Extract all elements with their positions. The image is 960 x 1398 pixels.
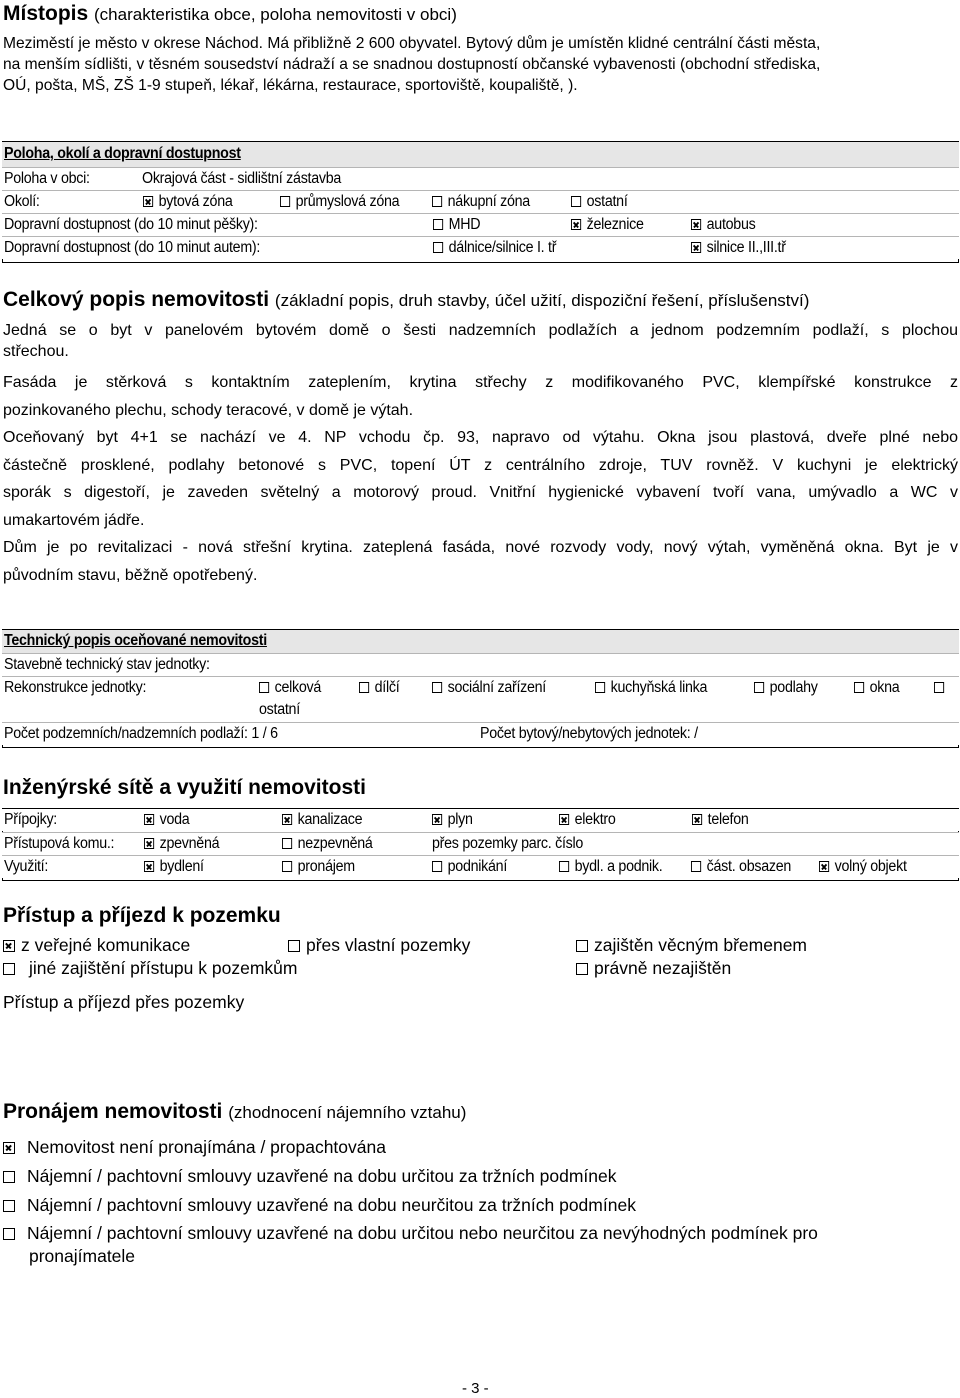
vyuziti-option[interactable]: volný objekt <box>819 858 907 876</box>
autem-row <box>2 237 959 259</box>
celkovy-p3: Oceňovaný byt 4+1 se nachází ve 4. NP vchodu čp. 93, napravo od výtahu. Okna jsou plastová, dveře plné nebo částečně prosklené, podlahy betonové s PVC, topení ÚT z centrálního zdroje, TUV rovněž. V kuchyni je elektrický sporák s digestoří, je zaveden světelný a motorový proud. Vnitřní hygienické vybavení tvoří vana, umývadlo a WC v umakartovém jádře. <box>3 429 958 529</box>
pesky-option[interactable]: železnice <box>571 216 644 234</box>
pristup-option[interactable]: přes vlastní pozemky <box>288 935 470 956</box>
unchecked-box-icon <box>934 682 944 693</box>
rekonstrukce-option-ostatni[interactable] <box>934 679 950 697</box>
checked-box-icon <box>819 861 829 872</box>
pripojky-option[interactable]: kanalizace <box>282 811 362 829</box>
celkovy-subtitle: (základní popis, druh stavby, účel užití, dispoziční řešení, příslušenství) <box>274 291 810 310</box>
poloha-header-row <box>2 142 959 167</box>
unchecked-box-icon <box>691 861 701 872</box>
pripojky-label: Přípojky: <box>4 811 58 828</box>
okoli-option[interactable]: nákupní zóna <box>432 193 530 211</box>
pripojky-option[interactable]: voda <box>144 811 189 829</box>
unchecked-box-icon <box>280 196 290 207</box>
checked-box-icon <box>692 814 702 825</box>
pripojky-option[interactable]: plyn <box>432 811 473 829</box>
unchecked-box-icon <box>854 682 864 693</box>
text-line: OÚ, pošta, MŠ, ZŠ 1-9 stupeň, lékař, lékárna, restaurace, sportoviště, koupaliště, ). <box>3 77 578 94</box>
pristupova-label: Přístupová komu.: <box>4 835 115 852</box>
pristup-text: Přístup a příjezd přes pozemky <box>3 992 245 1012</box>
pristup-option[interactable]: z veřejné komunikace <box>3 935 190 956</box>
pesky-option[interactable]: autobus <box>691 216 755 234</box>
vyuziti-row <box>2 856 959 878</box>
checked-box-icon <box>143 196 153 207</box>
technicky-header-row <box>2 630 959 653</box>
rekonstrukce-option[interactable]: dílčí <box>359 679 399 697</box>
mistopis-subtitle: (charakteristika obce, poloha nemovitosti v obci) <box>94 5 457 24</box>
jednotky-label: Počet bytový/nebytových jednotek: / <box>480 725 698 742</box>
checked-box-icon <box>3 940 15 952</box>
celkovy-p4: Dům je po revitalizaci - nová střešní krytina. zateplená fasáda, nové rozvody vody, nový výtah, vyměněná okna. Byt je v původním stavu, běžně opotřebený. <box>3 539 958 584</box>
pristup-option[interactable]: zajištěn věcným břemenem <box>576 935 807 956</box>
unchecked-box-icon <box>595 682 605 693</box>
unchecked-box-icon <box>282 861 292 872</box>
stav-row <box>2 654 959 676</box>
rekonstrukce-label: Rekonstrukce jednotky: <box>4 679 147 696</box>
pesky-label: Dopravní dostupnost (do 10 minut pěšky): <box>4 216 258 233</box>
pristupova-option[interactable]: nezpevněná <box>282 835 373 853</box>
mistopis-text <box>3 33 958 96</box>
pristupova-text: přes pozemky parc. číslo <box>432 835 584 852</box>
unchecked-box-icon <box>433 219 443 230</box>
stav-label: Stavebně technický stav jednotky: <box>4 656 210 673</box>
vyuziti-option[interactable]: pronájem <box>282 858 355 876</box>
poloha-value: Okrajová část - sidlištní zástavba <box>142 170 342 187</box>
podlazi-row <box>2 723 959 745</box>
pristup-title: Přístup a příjezd k pozemku <box>3 904 281 927</box>
unchecked-box-icon <box>3 963 15 975</box>
unchecked-box-icon <box>432 196 442 207</box>
celkovy-heading <box>3 288 809 312</box>
vyuziti-option[interactable]: část. obsazen <box>691 858 791 876</box>
vyuziti-option[interactable]: bydlení <box>144 858 204 876</box>
checked-box-icon <box>571 219 581 230</box>
unchecked-box-icon <box>576 940 588 952</box>
pristup-option[interactable]: jiné zajištění přístupu k pozemkům <box>3 958 297 979</box>
technicky-header: Technický popis oceňované nemovitosti <box>4 632 267 649</box>
poloha-header: Poloha, okolí a dopravní dostupnost <box>4 145 241 162</box>
unchecked-box-icon <box>433 242 443 253</box>
pronajem-option[interactable]: Nájemní / pachtovní smlouvy uzavřené na dobu určitou za tržních podmínek <box>3 1166 616 1187</box>
unchecked-box-icon <box>559 861 569 872</box>
celkovy-title: Celkový popis nemovitosti <box>3 288 270 311</box>
poloha-row <box>2 168 959 190</box>
podlazi-label: Počet podzemních/nadzemních podlaží: 1 / 6 <box>4 725 278 742</box>
page-number: - 3 - <box>462 1380 489 1397</box>
vyuziti-label: Využití: <box>4 858 49 875</box>
rekonstrukce-option[interactable]: sociální zařízení <box>432 679 546 697</box>
checked-box-icon <box>691 219 701 230</box>
vyuziti-option[interactable]: podnikání <box>432 858 507 876</box>
okoli-option[interactable]: ostatní <box>571 193 628 211</box>
pripojky-row <box>2 809 959 831</box>
unchecked-box-icon <box>3 1171 15 1183</box>
rekonstrukce-row <box>2 677 959 722</box>
checked-box-icon <box>691 242 701 253</box>
pripojky-option[interactable]: telefon <box>692 811 749 829</box>
pronajem-option-continuation: pronajímatele <box>29 1246 136 1266</box>
checked-box-icon <box>144 814 154 825</box>
pesky-row <box>2 214 959 236</box>
okoli-option[interactable]: bytová zóna <box>143 193 233 211</box>
pronajem-option[interactable]: Nájemní / pachtovní smlouvy uzavřené na dobu určitou nebo neurčitou za nevýhodných podmínek pro <box>3 1223 818 1244</box>
checked-box-icon <box>559 814 569 825</box>
okoli-label: Okolí: <box>4 193 40 210</box>
pronajem-title: Pronájem nemovitosti <box>3 1100 223 1123</box>
rekonstrukce-ostatni-label: ostatní <box>259 701 300 718</box>
unchecked-box-icon <box>288 940 300 952</box>
rekonstrukce-option[interactable]: kuchyňská linka <box>595 679 707 697</box>
rekonstrukce-option[interactable]: okna <box>854 679 899 697</box>
unchecked-box-icon <box>359 682 369 693</box>
unchecked-box-icon <box>571 196 581 207</box>
text-line: Meziměstí je město v okrese Náchod. Má přibližně 2 600 obyvatel. Bytový dům je umístěn klidné centrální části města, <box>3 35 821 52</box>
okoli-option[interactable]: průmyslová zóna <box>280 193 399 211</box>
mistopis-heading <box>3 2 457 26</box>
checked-box-icon <box>432 814 442 825</box>
checked-box-icon <box>144 861 154 872</box>
pronajem-subtitle: (zhodnocení nájemního vztahu) <box>228 1103 467 1122</box>
unchecked-box-icon <box>3 1228 15 1240</box>
vyuziti-option[interactable]: bydl. a podnik. <box>559 858 662 876</box>
mistopis-title: Místopis <box>3 2 89 25</box>
pristupova-option[interactable]: zpevněná <box>144 835 219 853</box>
unchecked-box-icon <box>754 682 764 693</box>
celkovy-p2: Fasáda je stěrková s kontaktním zateplením, krytina střechy z modifikovaného PVC, klempířské konstrukce z pozinkovaného plechu, schody teracové, v domě je výtah. <box>3 374 958 419</box>
autem-option[interactable]: silnice II.,III.tř <box>691 239 786 257</box>
checked-box-icon <box>3 1142 15 1154</box>
pesky-option[interactable]: MHD <box>433 216 480 234</box>
site-title: Inženýrské sítě a využití nemovitosti <box>3 776 366 799</box>
poloha-label: Poloha v obci: <box>4 170 90 187</box>
unchecked-box-icon <box>432 682 442 693</box>
checked-box-icon <box>144 838 154 849</box>
unchecked-box-icon <box>3 1200 15 1212</box>
autem-label: Dopravní dostupnost (do 10 minut autem): <box>4 239 261 256</box>
checked-box-icon <box>282 814 292 825</box>
unchecked-box-icon <box>259 682 269 693</box>
unchecked-box-icon <box>576 963 588 975</box>
unchecked-box-icon <box>432 861 442 872</box>
pristup-option[interactable]: právně nezajištěn <box>576 958 731 979</box>
unchecked-box-icon <box>282 838 292 849</box>
celkovy-p1: Jedná se o byt v panelovém bytovém domě o šesti nadzemních podlažích a jednom podzemním podlaží, s plochou střechou. <box>3 322 958 360</box>
text-line: na menším sídlišti, v těsném sousedství nádraží a se snadnou dostupností občanské vybavenosti (obchodní střediska, <box>3 56 821 73</box>
pronajem-option[interactable]: Nájemní / pachtovní smlouvy uzavřené na dobu neurčitou za tržních podmínek <box>3 1195 636 1216</box>
rekonstrukce-option[interactable]: celková <box>259 679 321 697</box>
okoli-row <box>2 191 959 213</box>
pronajem-option[interactable]: Nemovitost není pronajímána / propachtována <box>3 1137 386 1158</box>
autem-option[interactable]: dálnice/silnice I. tř <box>433 239 556 257</box>
pripojky-option[interactable]: elektro <box>559 811 616 829</box>
rekonstrukce-option[interactable]: podlahy <box>754 679 818 697</box>
pristupova-row <box>2 833 959 855</box>
pronajem-heading <box>3 1100 466 1124</box>
